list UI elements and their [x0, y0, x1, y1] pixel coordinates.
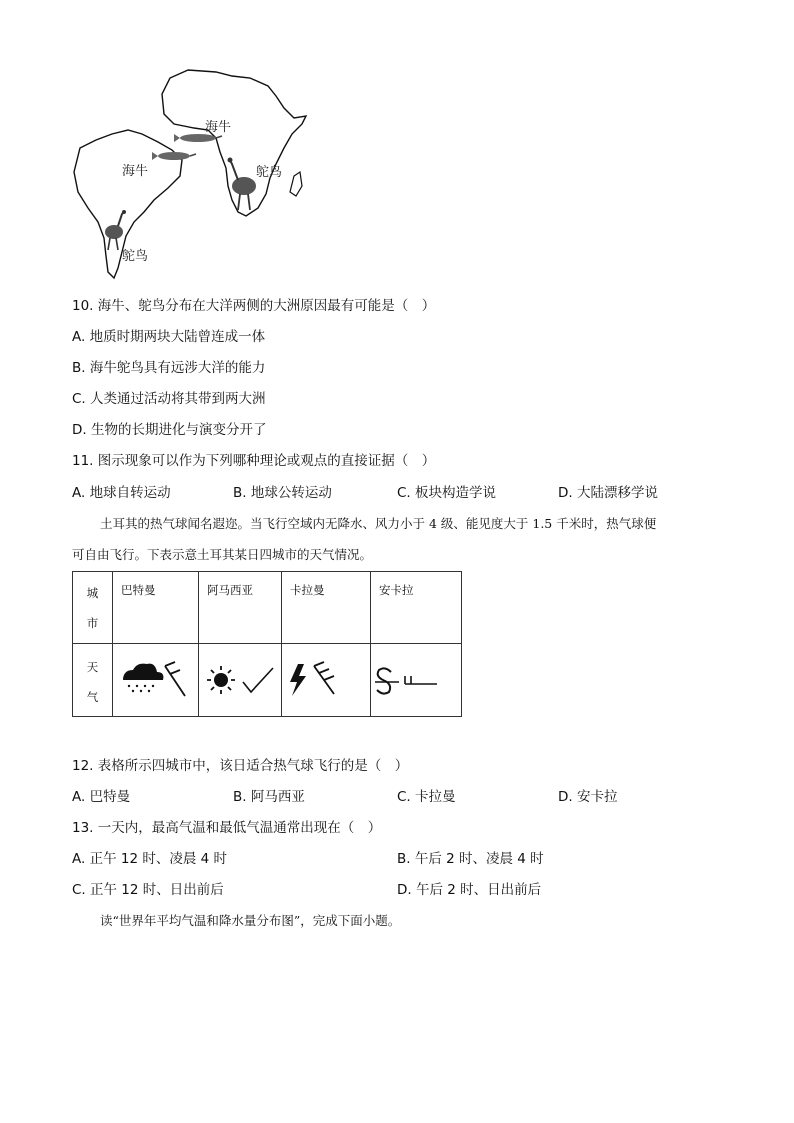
ostrich-america-label: 鸵鸟: [122, 249, 149, 264]
question-10-option-c[interactable]: C. 人类通过活动将其带到两大洲: [72, 391, 266, 407]
weather-table: [72, 571, 462, 717]
question-11-option-a[interactable]: A. 地球自转运动: [72, 485, 171, 501]
manatee-america-label: 海牛: [122, 164, 149, 179]
question-12-option-b[interactable]: B. 阿马西亚: [233, 789, 305, 805]
passage-2-line-1: 读“世界年平均气温和降水量分布图”，完成下面小题。: [100, 913, 401, 928]
madagascar-outline: [290, 172, 302, 196]
sandstorm-wind-icon: [371, 644, 459, 716]
continents-map-figure: [70, 68, 310, 282]
question-10-option-d[interactable]: D. 生物的长期进化与演变分开了: [72, 422, 267, 438]
city-row-header: 城 市: [73, 572, 113, 644]
question-11-option-d[interactable]: D. 大陆漂移学说: [558, 485, 658, 501]
city-row: [73, 572, 462, 644]
passage-1-line-2: 可自由飞行。下表示意土耳其某日四城市的天气情况。: [72, 547, 373, 562]
question-12-option-a[interactable]: A. 巴特曼: [72, 789, 131, 805]
weather-row-header: 天 气: [73, 644, 113, 717]
question-13-option-b[interactable]: B. 午后 2 时、凌晨 4 时: [397, 851, 544, 867]
question-12-stem: 12. 表格所示四城市中，该日适合热气球飞行的是（ ）: [72, 758, 409, 774]
question-11-option-c[interactable]: C. 板块构造学说: [397, 485, 497, 501]
city-karaman: 卡拉曼: [282, 572, 371, 644]
thunder-wind-icon: [282, 644, 368, 716]
city-batman: 巴特曼: [113, 572, 199, 644]
question-13-option-d[interactable]: D. 午后 2 时、日出前后: [397, 882, 542, 898]
question-10-stem: 10. 海牛、鸵鸟分布在大洋两侧的大洲原因最有可能是（ ）: [72, 298, 436, 314]
question-13-stem: 13. 一天内，最高气温和最低气温通常出现在（ ）: [72, 820, 382, 836]
question-13-option-c[interactable]: C. 正午 12 时、日出前后: [72, 882, 224, 898]
weather-karaman-cell: [282, 644, 371, 717]
question-11-option-b[interactable]: B. 地球公转运动: [233, 485, 332, 501]
passage-1-line-1: 土耳其的热气球闻名遐迩。当飞行空域内无降水、风力小于 4 级、能见度大于 1.5 千米时，热气球便: [100, 516, 657, 531]
question-10-option-b[interactable]: B. 海牛鸵鸟具有远涉大洋的能力: [72, 360, 266, 376]
ostrich-africa-label: 鸵鸟: [256, 165, 283, 180]
question-12-option-d[interactable]: D. 安卡拉: [558, 789, 618, 805]
manatee-africa-label: 海牛: [205, 120, 232, 135]
question-11-stem: 11. 图示现象可以作为下列哪种理论或观点的直接证据（ ）: [72, 453, 436, 469]
rain-cloud-wind-icon: [113, 644, 197, 716]
city-ankara: 安卡拉: [371, 572, 462, 644]
weather-batman-cell: [113, 644, 199, 717]
question-13-option-a[interactable]: A. 正午 12 时、凌晨 4 时: [72, 851, 228, 867]
question-12-option-c[interactable]: C. 卡拉曼: [397, 789, 456, 805]
weather-amasya-cell: [199, 644, 282, 717]
city-amasya: 阿马西亚: [199, 572, 282, 644]
africa-outline: [162, 70, 306, 216]
weather-ankara-cell: [371, 644, 462, 717]
sunny-wind-icon: [199, 644, 279, 716]
question-10-option-a[interactable]: A. 地质时期两块大陆曾连成一体: [72, 329, 266, 345]
weather-row: [73, 644, 462, 717]
